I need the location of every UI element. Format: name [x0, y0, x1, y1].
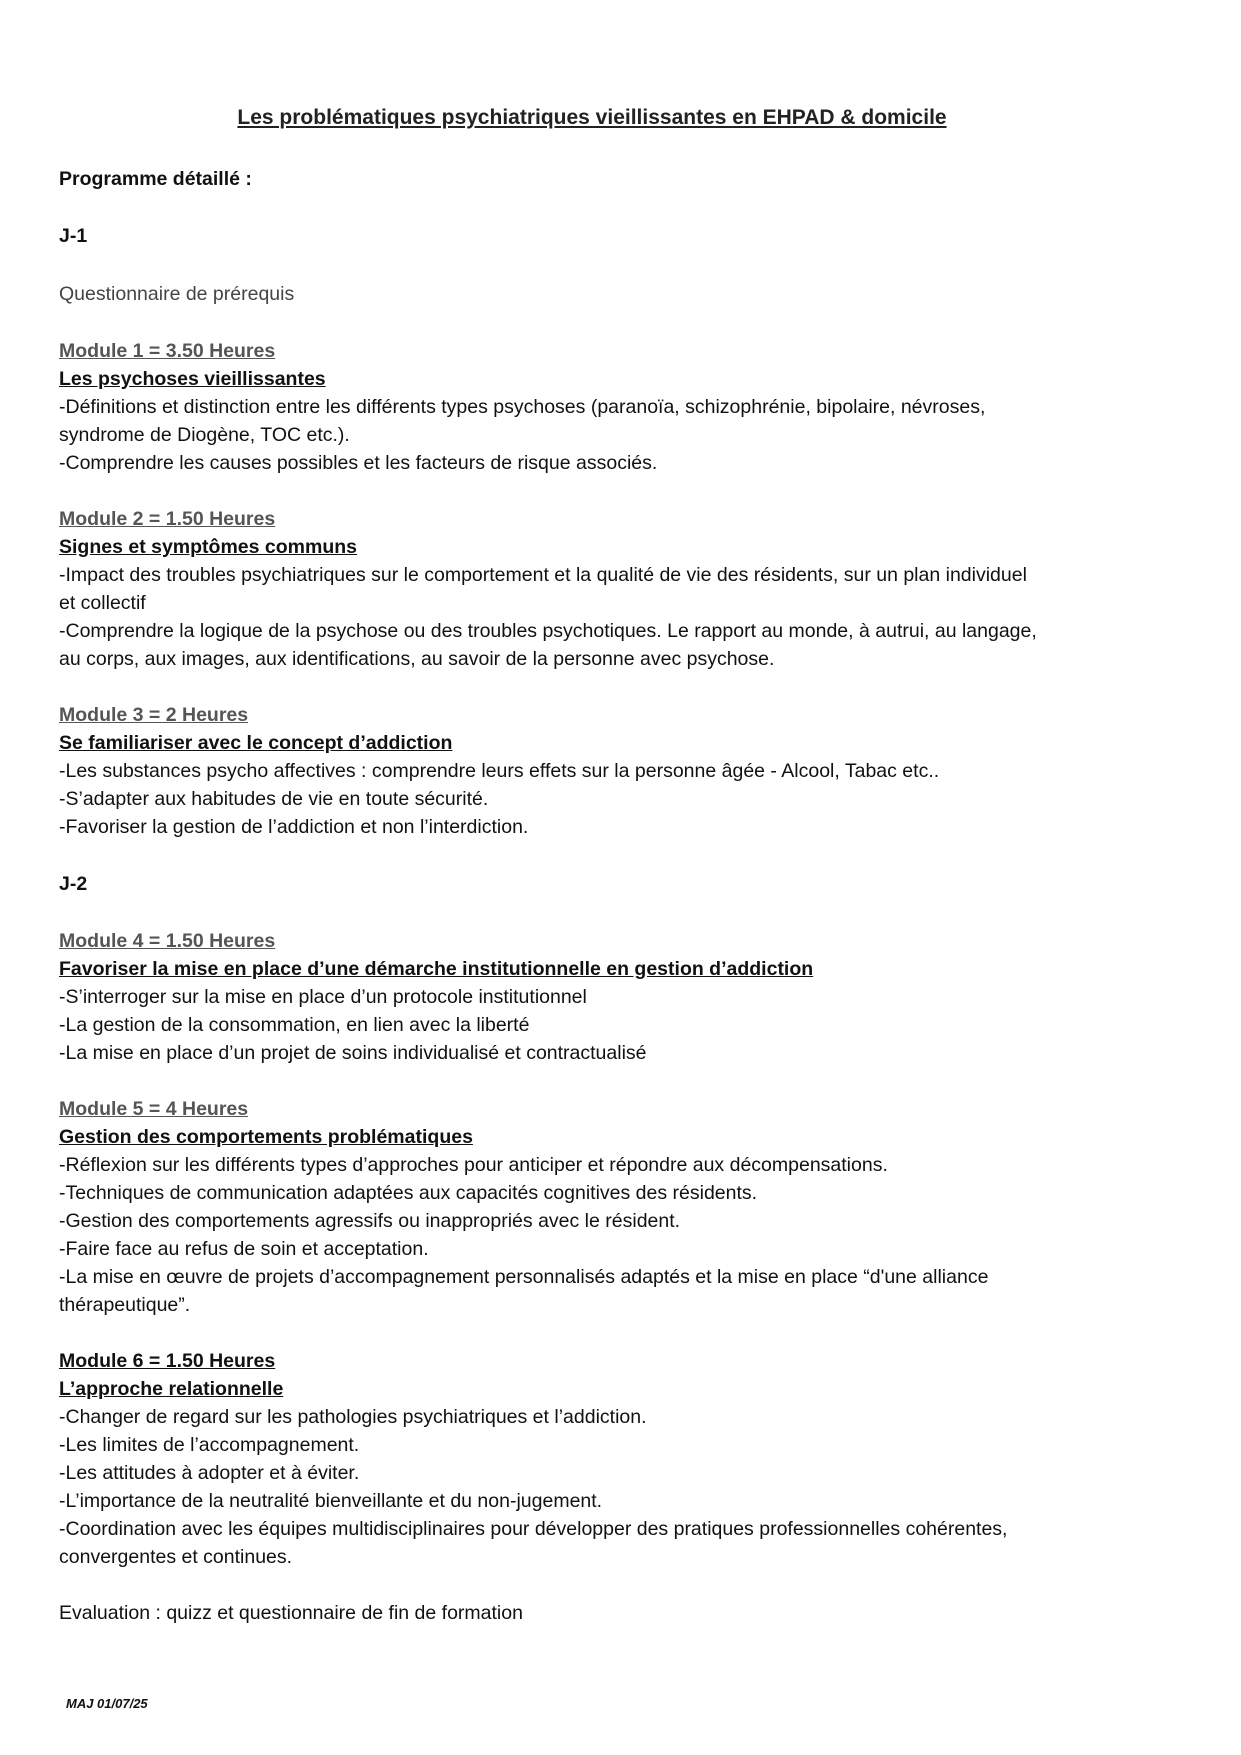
- day-1-label: J-1: [59, 225, 88, 247]
- module-4-line: -S’interroger sur la mise en place d’un protocole institutionnel: [59, 986, 587, 1008]
- module-4-line: -La mise en place d’un projet de soins individualisé et contractualisé: [59, 1042, 647, 1064]
- module-1-line: syndrome de Diogène, TOC etc.).: [59, 424, 350, 446]
- module-1-line: -Définitions et distinction entre les différents types psychoses (paranoïa, schizophrénie, bipolaire, névroses,: [59, 396, 986, 418]
- module-2-line: -Impact des troubles psychiatriques sur le comportement et la qualité de vie des résidents, sur un plan individuel: [59, 564, 1027, 586]
- module-5-line: -Techniques de communication adaptées aux capacités cognitives des résidents.: [59, 1182, 758, 1204]
- module-1-label: Module 1 = 3.50 Heures: [59, 340, 276, 362]
- module-6-title: L’approche relationnelle: [59, 1378, 284, 1400]
- module-5-title: Gestion des comportements problématiques: [59, 1126, 473, 1148]
- evaluation-text: Evaluation : quizz et questionnaire de fin de formation: [59, 1602, 523, 1624]
- module-5-line: -Réflexion sur les différents types d’approches pour anticiper et répondre aux décompensations.: [59, 1154, 888, 1176]
- module-6-label: Module 6 = 1.50 Heures: [59, 1350, 276, 1372]
- module-2-line: au corps, aux images, aux identifications, au savoir de la personne avec psychose.: [59, 648, 775, 670]
- module-3-label: Module 3 = 2 Heures: [59, 704, 249, 726]
- module-4-title: Favoriser la mise en place d’une démarche institutionnelle en gestion d’addiction: [59, 958, 814, 980]
- day-2-label: J-2: [59, 873, 88, 895]
- module-1-title: Les psychoses vieillissantes: [59, 368, 326, 390]
- module-5-line: -La mise en œuvre de projets d’accompagnement personnalisés adaptés et la mise en place “d'une alliance: [59, 1266, 989, 1288]
- module-5-line: thérapeutique”.: [59, 1294, 191, 1316]
- programme-label: Programme détaillé :: [59, 168, 252, 190]
- prerequis-text: Questionnaire de prérequis: [59, 283, 295, 305]
- module-2-title: Signes et symptômes communs: [59, 536, 358, 558]
- module-5-line: -Faire face au refus de soin et acceptation.: [59, 1238, 429, 1260]
- module-6-line: -L’importance de la neutralité bienveillante et du non-jugement.: [59, 1490, 603, 1512]
- module-2-line: et collectif: [59, 592, 146, 614]
- module-6-line: convergentes et continues.: [59, 1546, 293, 1568]
- module-3-line: -Les substances psycho affectives : comprendre leurs effets sur la personne âgée - Alcool, Tabac etc..: [59, 760, 940, 782]
- module-2-label: Module 2 = 1.50 Heures: [59, 508, 276, 530]
- module-4-line: -La gestion de la consommation, en lien avec la liberté: [59, 1014, 530, 1036]
- module-4-label: Module 4 = 1.50 Heures: [59, 930, 276, 952]
- update-date: MAJ 01/07/25: [66, 1696, 148, 1711]
- module-5-label: Module 5 = 4 Heures: [59, 1098, 249, 1120]
- module-6-line: -Les attitudes à adopter et à éviter.: [59, 1462, 360, 1484]
- module-3-line: -Favoriser la gestion de l’addiction et non l’interdiction.: [59, 816, 529, 838]
- module-6-line: -Coordination avec les équipes multidisciplinaires pour développer des pratiques professionnelles cohérentes,: [59, 1518, 1008, 1540]
- module-6-line: -Changer de regard sur les pathologies psychiatriques et l’addiction.: [59, 1406, 647, 1428]
- module-5-line: -Gestion des comportements agressifs ou inappropriés avec le résident.: [59, 1210, 681, 1232]
- module-2-line: -Comprendre la logique de la psychose ou des troubles psychotiques. Le rapport au monde, à autrui, au langage,: [59, 620, 1037, 642]
- document-title: Les problématiques psychiatriques vieillissantes en EHPAD & domicile: [237, 106, 947, 129]
- module-1-line: -Comprendre les causes possibles et les facteurs de risque associés.: [59, 452, 658, 474]
- module-3-line: -S’adapter aux habitudes de vie en toute sécurité.: [59, 788, 489, 810]
- module-6-line: -Les limites de l’accompagnement.: [59, 1434, 360, 1456]
- module-3-title: Se familiariser avec le concept d’addiction: [59, 732, 453, 754]
